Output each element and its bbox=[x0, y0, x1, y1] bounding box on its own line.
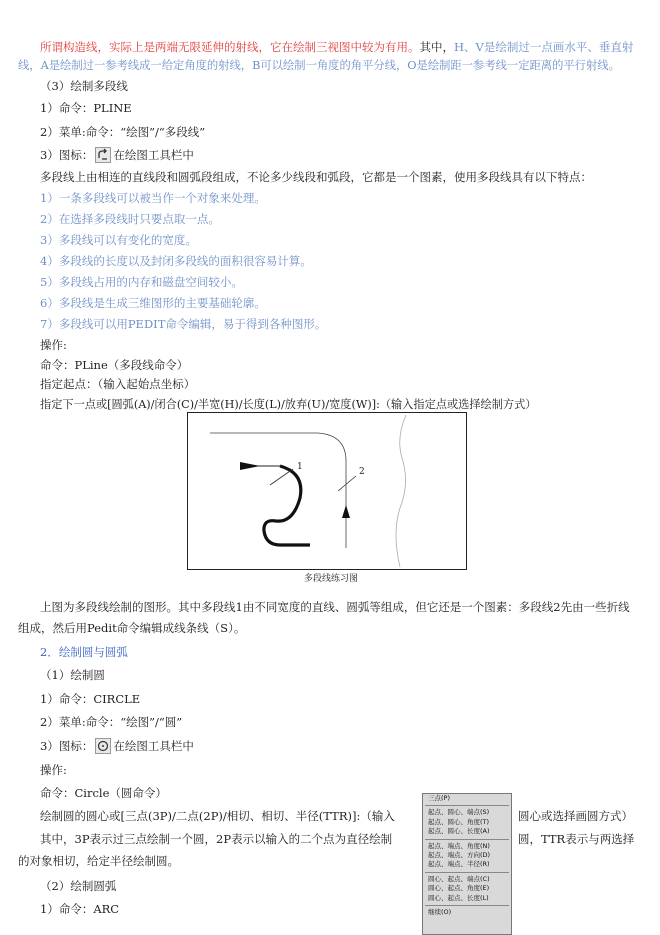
pline-ops-cmd: 命令：PLine（多段线命令） bbox=[40, 358, 189, 372]
pline-feature-4: 4）多段线的长度以及封闭多段线的面积很容易计算。 bbox=[40, 254, 312, 268]
pline-menu: 2）菜单:命令：“绘图”/“多段线” bbox=[40, 125, 206, 139]
pline-ops-label: 操作: bbox=[40, 338, 67, 352]
circle-menu: 2）菜单:命令：“绘图”/“圆” bbox=[40, 715, 183, 729]
construction-line-red: 所谓构造线，实际上是两端无限延伸的射线，它在绘制三视图中较为有用。 bbox=[40, 40, 420, 54]
arc-sub2: （2）绘制圆弧 bbox=[40, 879, 117, 893]
circle-prompt-right: 圆心或选择画圆方式） bbox=[518, 809, 633, 823]
pline-icon-prefix: 3）图标： bbox=[40, 148, 94, 162]
circle-icon bbox=[95, 738, 111, 754]
construction-line-blue: H、V是绘制过一点画水平、垂直射 bbox=[454, 40, 634, 54]
circle-icon-suffix: 在绘图工具栏中 bbox=[113, 739, 194, 753]
menu-separator bbox=[425, 905, 509, 906]
menu-item-continue[interactable]: 继续(O) bbox=[428, 908, 452, 917]
pline-cmd: 1）命令：PLINE bbox=[40, 101, 132, 115]
circle-ops-cmd: 命令：Circle（圆命令） bbox=[40, 786, 167, 800]
menu-separator bbox=[425, 839, 509, 840]
pline-icon bbox=[95, 147, 111, 163]
pline-feature-2: 2）在选择多段线时只要点取一点。 bbox=[40, 212, 220, 226]
pline-icon-line bbox=[40, 147, 194, 163]
construction-line-plain: 其中， bbox=[419, 40, 454, 54]
menu-item-start-end-direction[interactable]: 起点、端点、方向(D) bbox=[428, 851, 491, 860]
pline-intro: 多段线上由相连的直线段和圆弧段组成，不论多少线段和弧段，它都是一个图素，使用多段线具有以下特点： bbox=[40, 170, 592, 184]
circle-cmd: 1）命令：CIRCLE bbox=[40, 692, 141, 706]
circle-explain-line2: 的对象相切，给定半径绘制圆。 bbox=[18, 854, 179, 868]
menu-item-start-end-angle[interactable]: 起点、端点、角度(N) bbox=[428, 841, 490, 850]
pline-heading: （3）绘制多段线 bbox=[40, 79, 128, 93]
circle-icon-prefix: 3）图标： bbox=[40, 739, 94, 753]
pline-feature-5: 5）多段线占用的内存和磁盘空间较小。 bbox=[40, 275, 243, 289]
arc-submenu bbox=[422, 793, 512, 935]
pline-figure-drawing bbox=[188, 413, 466, 569]
menu-item-three-points[interactable]: 三点(P) bbox=[428, 794, 450, 802]
circle-icon-line bbox=[40, 738, 194, 754]
arc-cmd: 1）命令：ARC bbox=[40, 902, 120, 916]
pline-summary-1: 上图为多段线绘制的图形。其中多段线1由不同宽度的直线、圆弧等组成，但它还是一个图素：多段线2先由一些折线 bbox=[40, 600, 630, 614]
figure-label-2: 2 bbox=[359, 467, 365, 477]
pline-feature-6: 6）多段线是生成三维图形的主要基础轮廓。 bbox=[40, 296, 266, 310]
circle-explain-left: 其中，3P表示过三点绘制一个圆，2P表示以输入的二个点为直径绘制 bbox=[40, 832, 393, 846]
menu-item-start-center-length[interactable]: 起点、圆心、长度(A) bbox=[428, 827, 490, 836]
menu-item-start-end-radius[interactable]: 起点、端点、半径(R) bbox=[428, 860, 490, 869]
construction-line-text-2: 线，A是绘制过一参考线成一给定角度的射线，B可以绘制一角度的角平分线，O是绘制距一参考线一定距离的平行射线。 bbox=[18, 59, 620, 72]
menu-item-center-start-end[interactable]: 圆心、起点、端点(C) bbox=[428, 874, 490, 883]
pline-start-prompt: 指定起点：（输入起始点坐标） bbox=[40, 377, 196, 391]
pline-feature-3: 3）多段线可以有变化的宽度。 bbox=[40, 233, 197, 247]
menu-separator bbox=[425, 805, 509, 806]
menu-item-start-center-angle[interactable]: 起点、圆心、角度(T) bbox=[428, 817, 490, 826]
circle-sub1: （1）绘制圆 bbox=[40, 668, 105, 682]
pline-next-prompt: 指定下一点或[圆弧(A)/闭合(C)/半宽(H)/长度(L)/放弃(U)/宽度(W)]:（输入指定点或选择绘制方式） bbox=[40, 398, 537, 411]
menu-item-start-center-end[interactable]: 起点、圆心、端点(S) bbox=[428, 808, 490, 817]
menu-separator bbox=[425, 872, 509, 873]
circle-heading: 2．绘制圆与圆弧 bbox=[40, 645, 128, 659]
circle-prompt-left: 绘制圆的圆心或[三点(3P)/二点(2P)/相切、相切、半径(TTR)]:（输入 bbox=[40, 809, 395, 823]
construction-line-text bbox=[40, 39, 633, 55]
figure-caption: 多段线练习图 bbox=[304, 574, 359, 584]
circle-explain-right: 圆，TTR表示与两选择 bbox=[518, 832, 635, 846]
circle-ops-label: 操作: bbox=[40, 763, 67, 777]
pline-figure bbox=[187, 412, 467, 570]
menu-item-center-start-angle[interactable]: 圆心、起点、角度(E) bbox=[428, 884, 490, 893]
menu-item-center-start-length[interactable]: 圆心、起点、长度(L) bbox=[428, 893, 489, 902]
pline-feature-1: 1）一条多段线可以被当作一个对象来处理。 bbox=[40, 191, 266, 205]
pline-icon-suffix: 在绘图工具栏中 bbox=[113, 148, 194, 162]
pline-feature-7: 7）多段线可以用PEDIT命令编辑，易于得到各种图形。 bbox=[40, 317, 327, 331]
pline-summary-2: 组成，然后用Pedit命令编辑成线条线（S）。 bbox=[18, 621, 246, 635]
figure-label-1: 1 bbox=[297, 462, 303, 472]
